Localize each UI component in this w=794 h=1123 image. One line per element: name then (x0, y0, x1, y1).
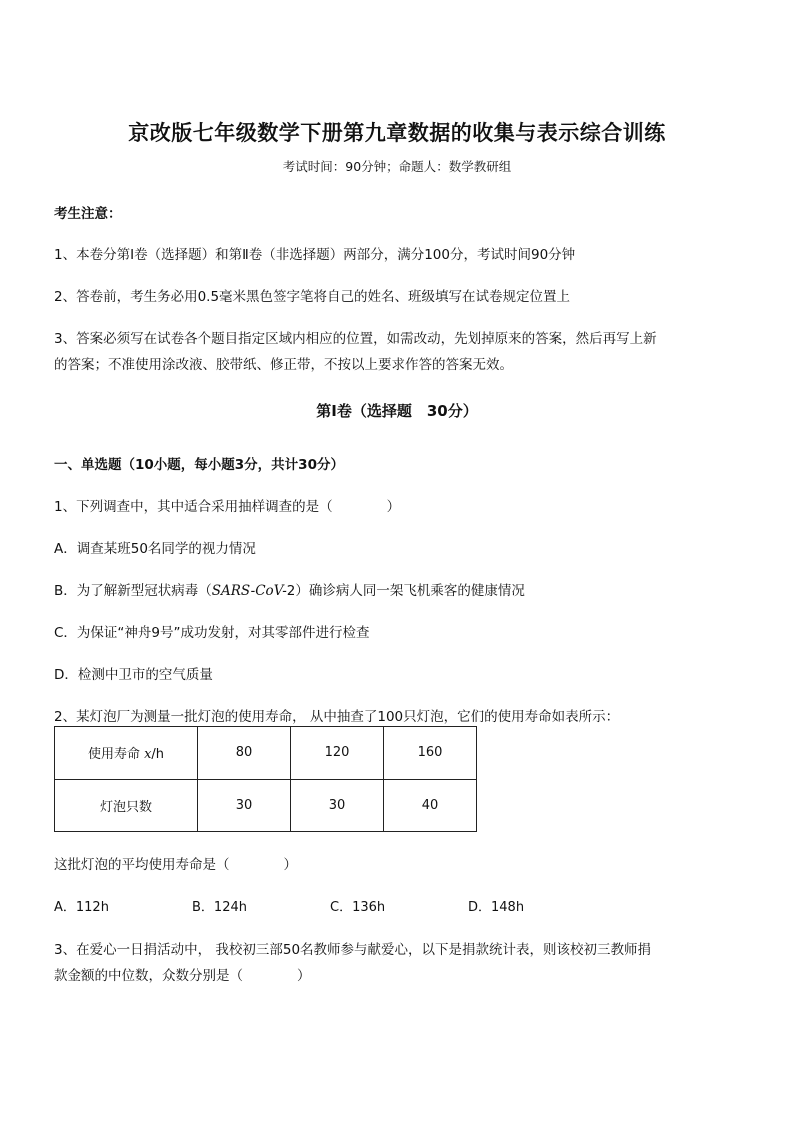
table-row (55, 727, 477, 780)
question-1-option-a: A．调查某班50名同学的视力情况 (54, 541, 256, 557)
notice-item-1: 1、本卷分第Ⅰ卷（选择题）和第Ⅱ卷（非选择题）两部分，满分100分，考试时间90分钟 (54, 247, 576, 263)
table-cell: 灯泡只数 (55, 779, 198, 832)
page-title: 京改版七年级数学下册第九章数据的收集与表示综合训练 (128, 120, 666, 145)
question-2-option-a: A．112h (54, 900, 109, 915)
question-2-option-b: B．124h (192, 900, 247, 915)
notice-item-2: 2、答卷前，考生务必用0.5毫米黑色签字笔将自己的姓名、班级填写在试卷规定位置上 (54, 289, 571, 305)
section-title: 第Ⅰ卷（选择题 30分） (316, 402, 478, 420)
table-cell: 160 (384, 727, 477, 780)
question-1-stem: 1、下列调查中，其中适合采用抽样调查的是（ ） (54, 499, 401, 515)
question-1-option-d: D．检测中卫市的空气质量 (54, 667, 213, 683)
question-1-option-b: B．为了解新型冠状病毒（SARS-CoV-2）确诊病人同一架飞机乘客的健康情况 (54, 583, 525, 599)
table-cell: 40 (384, 779, 477, 832)
question-2-followup: 这批灯泡的平均使用寿命是（ ） (54, 857, 297, 873)
notice-item-3: 3、答案必须写在试卷各个题目指定区域内相应的位置，如需改动，先划掉原来的答案，然后再写上新 (54, 331, 657, 347)
part-heading: 一、单选题（10小题，每小题3分，共计30分） (54, 457, 344, 473)
table-cell: 80 (198, 727, 291, 780)
question-2-option-d: D．148h (468, 900, 525, 915)
lifespan-table (54, 726, 477, 832)
notice-item-3-cont: 的答案；不准使用涂改液、胶带纸、修正带，不按以上要求作答的答案无效。 (54, 357, 513, 373)
table-cell: 30 (291, 779, 384, 832)
table-cell: 30 (198, 779, 291, 832)
table-cell: 使用寿命 x/h (55, 727, 198, 780)
question-2-option-c: C．136h (330, 900, 386, 915)
table-cell: 120 (291, 727, 384, 780)
question-1-option-c: C．为保证“神舟9号”成功发射，对其零部件进行检查 (54, 625, 370, 641)
question-3-stem-cont: 款金额的中位数，众数分别是（ ） (54, 968, 311, 984)
question-3-stem: 3、在爱心一日捐活动中， 我校初三部50名教师参与献爱心，以下是捐款统计表，则该校初三教师捐 (54, 942, 652, 958)
table-row (55, 779, 477, 832)
exam-info: 考试时间：90分钟；命题人：数学教研组 (282, 159, 512, 174)
question-2-stem: 2、某灯泡厂为测量一批灯泡的使用寿命， 从中抽查了100只灯泡，它们的使用寿命如表所示： (54, 709, 620, 725)
notice-heading: 考生注意： (54, 206, 122, 222)
